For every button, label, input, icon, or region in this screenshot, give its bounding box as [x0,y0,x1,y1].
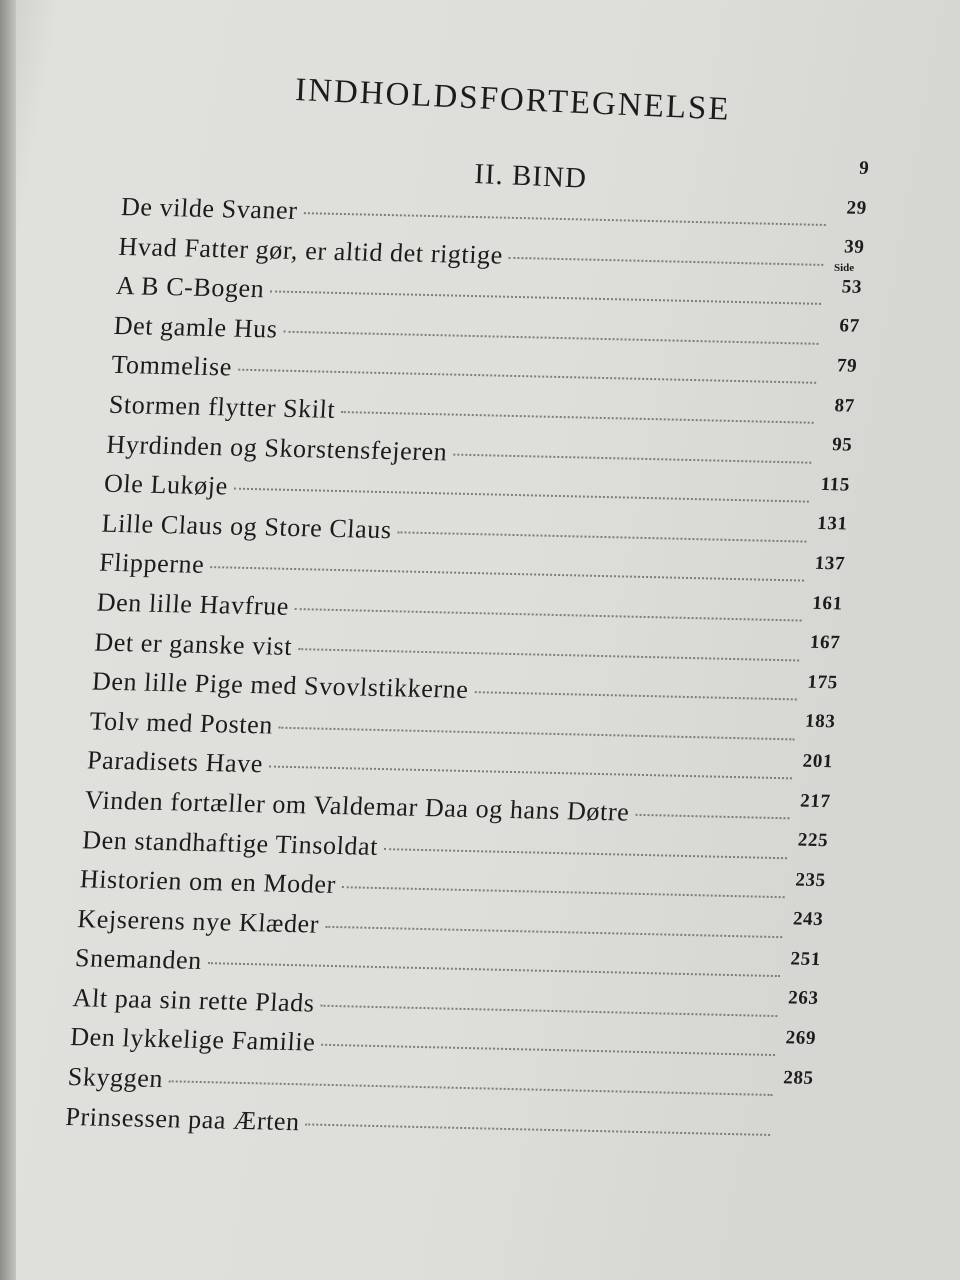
dot-leader [283,330,818,344]
entry-page-number: 251 [789,948,822,970]
entry-page-number: 183 [804,710,837,733]
dot-leader [210,566,804,581]
entry-title: Den standhaftige Tinsoldat [81,824,380,861]
dot-leader [270,291,821,305]
dot-leader [238,369,816,384]
dot-leader [453,453,811,463]
dot-leader [234,488,809,503]
dot-leader [398,531,807,542]
entry-title: Skyggen [67,1062,164,1094]
entry-title: Prinsessen paa Ærten [64,1101,301,1136]
entry-title: Snemanden [74,943,203,976]
entry-page-number: 87 [833,394,856,417]
entry-title: Flipperne [98,547,206,580]
entry-title: Lille Claus og Store Claus [100,508,393,544]
entry-title: Det er ganske vist [93,627,294,661]
entry-page-number: 67 [838,315,861,338]
entry-title: Hvad Fatter gør, er altid det rigtige [117,231,504,270]
entry-title: Tommelise [110,350,233,382]
dot-leader [509,256,824,265]
entry-title: Den lille Pige med Svovlstikkerne [91,666,470,705]
entry-page-number: 79 [836,355,858,377]
entry-page-number: 175 [806,671,839,694]
entry-title: Hyrdinden og Skorstensfejeren [105,429,449,466]
dot-leader [298,648,799,661]
entry-title: Det gamle Hus [112,310,279,344]
entry-title: Stormen flytter Skilt [108,389,337,424]
dot-leader [208,962,780,977]
dot-leader [320,1005,777,1017]
entry-title: Kejserens nye Klæder [76,903,321,939]
dot-leader [341,411,814,424]
entry-title: Tolv med Posten [88,706,274,740]
entry-page-number: 131 [816,513,849,535]
entry-title: Paradisets Have [86,745,264,779]
dot-leader [635,814,789,819]
entry-page-number: 95 [831,434,853,456]
entry-page-number: 217 [799,790,832,812]
entry-title: A B C-Bogen [115,271,266,304]
entry-title: Ole Lukøje [103,468,229,501]
dot-leader [295,608,802,621]
dot-leader [279,726,795,740]
dot-leader [384,848,787,859]
entry-page-number: 39 [843,236,866,259]
entry-title: Den lille Havfrue [96,587,290,621]
book-spine-edge [0,0,16,1280]
entry-page-number: 115 [820,473,851,496]
entry-title: Alt paa sin rette Plads [71,982,316,1018]
dot-leader [325,925,782,937]
page-column-label: Side [834,262,855,274]
entry-title: De vilde Svaner [120,192,299,225]
dot-leader [306,1123,771,1136]
entry-page-number: 167 [809,631,841,654]
entry-page-number: 263 [787,987,820,1010]
entry-page-number: 137 [814,552,846,575]
page-title: INDHOLDSFORTEGNELSE [294,72,732,128]
entry-page-number: 285 [782,1066,815,1089]
dot-leader [321,1044,775,1056]
dot-leader [169,1080,773,1096]
entry-title: Den lykkelige Familie [69,1022,317,1058]
entry-page-number: 235 [794,869,827,891]
dot-leader [474,691,797,700]
entry-page-number: 161 [811,592,844,614]
entry-page-number: 29 [846,197,868,219]
entry-title: Historien om en Moder [79,864,337,900]
dot-leader [342,886,785,898]
entry-title: Vinden fortæller om Valdemar Daa og hans Døtre [83,785,631,827]
dot-leader [303,212,825,226]
entry-page-number: 201 [802,750,834,773]
dot-leader [269,766,792,780]
entry-page-number: 269 [785,1027,817,1050]
entry-page-number: 53 [841,276,863,298]
entry-page-number: 225 [797,829,829,852]
volume-subtitle: II. BIND [473,158,588,195]
entry-page-number: 243 [792,908,824,931]
entry-page-number: 9 [858,157,870,179]
